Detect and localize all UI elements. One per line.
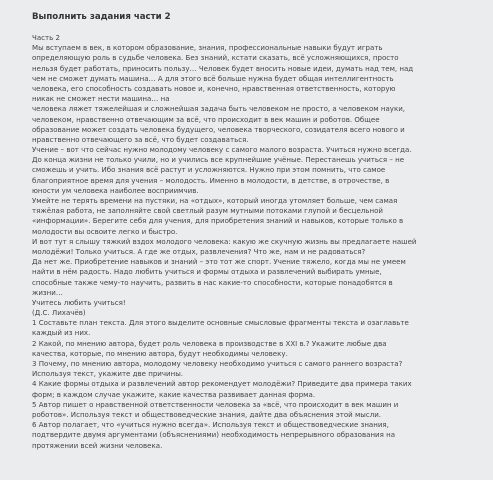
text-line: 2 Какой, по мнению автора, будет роль человека в производстве в XXI в.? Укажите любые два <box>32 338 387 348</box>
text-line: человека ляжет тяжелейшая и сложнейшая задача быть человеком не просто, а человеком науки, <box>32 104 406 114</box>
text-line: молодёжи! Только учиться. А где же отдых, развлечения? Что же, нам и не радоваться? <box>32 246 366 256</box>
document-body <box>32 33 487 451</box>
text-line: До конца жизни не только учили, но и учились все крупнейшие учёные. Перестанешь учиться – не <box>32 155 405 165</box>
text-line: (Д.С. Лихачёв) <box>32 308 86 318</box>
text-line: 4 Какие формы отдыха и развлечений автор рекомендует молодёжи? Приведите два примера таких <box>32 379 412 389</box>
section-heading: Часть 2 <box>32 33 61 42</box>
text-line: благоприятное время для учения – молодость. Именно в молодости, в детстве, в отрочестве, в <box>32 175 390 185</box>
text-line: чем не сможет думать машина… А для этого всё больше нужна будет общая интеллигентность <box>32 73 394 83</box>
text-line: никак не сможет нести машина… на <box>32 94 170 104</box>
text-line: Да нет же. Приобретение навыков и знаний – это тот же спорт. Учение тяжело, когда мы не умеем <box>32 257 406 267</box>
text-line: молодости вы освоите легко и быстро. <box>32 226 178 236</box>
text-line: Используя текст, укажите две причины. <box>32 369 184 379</box>
text-line: образование может создать человека будущего, человека творческого, созидателя всего нового и <box>32 124 405 134</box>
document-title: Выполнить задания части 2 <box>32 12 171 22</box>
text-line: юности ум человека наиболее восприимчив. <box>32 185 199 195</box>
text-line: найти в нём радость. Надо любить учиться и формы отдыха и развлечений выбирать умные, <box>32 267 382 277</box>
text-line: 5 Автор пишет о нравственной ответственности человека за «всё, что происходит в век машин и <box>32 399 399 409</box>
text-line: определяющую роль в судьбе человека. Без знаний, кстати сказать, всё усложняющихся, просто <box>32 53 399 63</box>
text-line: форм; в каждом случае укажите, какие качества развивает данная форма. <box>32 389 316 399</box>
text-line: жизни… <box>32 287 63 297</box>
text-line: Мы вступаем в век, в котором образование, знания, профессиональные навыки будут играть <box>32 43 383 53</box>
text-line: роботов». Используя текст и обществоведческие знания, дайте два объяснения этой мысли. <box>32 409 382 419</box>
text-line: каждый из них. <box>32 328 91 338</box>
text-line: способные также чему-то научить, развить в нас какие-то способности, которые понадобятся в <box>32 277 393 287</box>
text-line: нельзя будет работать, приносить пользу… Человек будет вносить новые идеи, думать над тем, над <box>32 63 414 73</box>
text-line: человека, его способность создавать новое и, конечно, нравственная ответственность, которую <box>32 83 396 93</box>
text-line: подтвердите двумя аргументами (объяснениями) необходимость непрерывного образования на <box>32 430 396 440</box>
text-line: качества, которые, по мнению автора, будут необходимы человеку. <box>32 348 288 358</box>
text-line: Учение – вот что сейчас нужно молодому человеку с самого малого возраста. Учиться нужно всегда. <box>32 145 412 155</box>
text-line: Учитесь любить учиться! <box>32 297 126 307</box>
text-line: Умейте не терять времени на пустяки, на «отдых», который иногда утомляет больше, чем самая <box>32 196 398 205</box>
text-line: протяжении всей жизни человека. <box>32 440 163 450</box>
text-line: 1 Составьте план текста. Для этого выделите основные смысловые фрагменты текста и озаглавьте <box>32 318 409 328</box>
text-line: человеком, нравственно отвечающим за всё, что происходит в век машин и роботов. Общее <box>32 114 380 124</box>
text-line: 6 Автор полагает, что «учиться нужно всегда». Используя текст и обществоведческие знания, <box>32 420 389 430</box>
text-line: сможешь и учить. Ибо знания всё растут и усложняются. Нужно при этом помнить, что самое <box>32 165 386 175</box>
text-line: нравственно отвечающего за всё, что будет создаваться. <box>32 134 249 144</box>
text-line: «информации». Берегите себя для учения, для приобретения знаний и навыков, которые только в <box>32 216 404 226</box>
text-line: тяжёлая работа, не заполняйте свой светлый разум мутными потоками глупой и бесцельной <box>32 206 383 216</box>
text-line: 3 Почему, по мнению автора, молодому человеку необходимо учиться с самого раннего возраста? <box>32 359 403 368</box>
text-line: И вот тут я слышу тяжкий вздох молодого человека: какую же скучную жизнь вы предлагаете нашей <box>32 236 417 246</box>
